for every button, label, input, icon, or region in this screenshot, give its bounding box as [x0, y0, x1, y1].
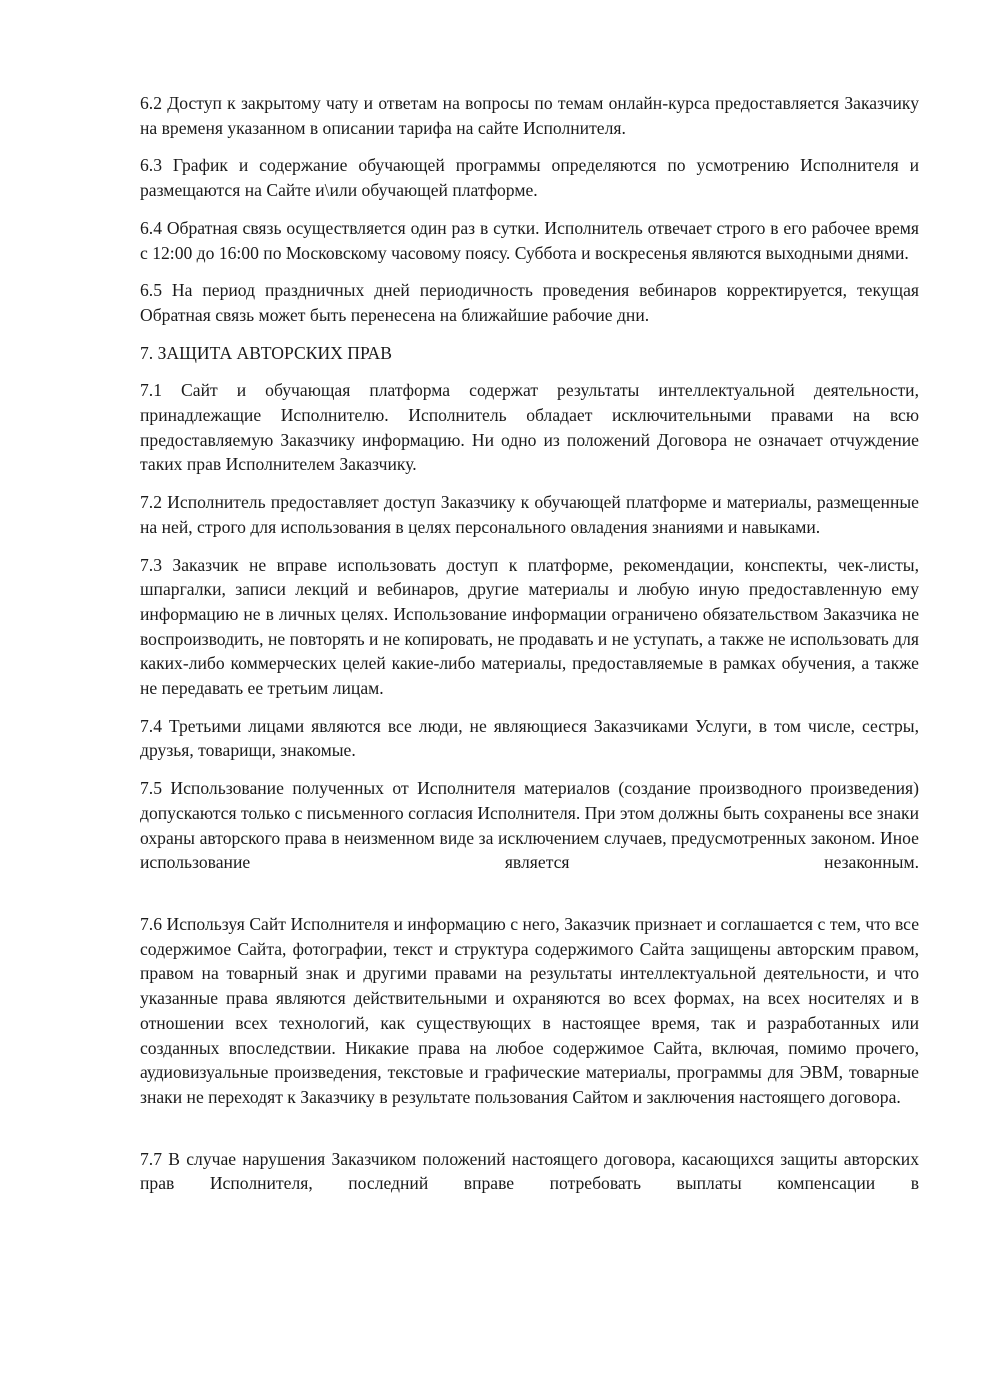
paragraph-7-5: 7.5 Использование полученных от Исполнителя материалов (создание производного произведения) допускаются только с письменного согласия Исполнителя. При этом должны быть сохранены все знаки охраны авторского права в неизменном виде за исключением случаев, предусмотренных законом. Иное использование является незаконным.	[140, 778, 919, 873]
paragraph-7-4: 7.4 Третьими лицами являются все люди, не являющиеся Заказчиками Услуги, в том числе, сестры, друзья, товарищи, знакомые.	[140, 715, 919, 761]
paragraph-6-5: 6.5 На период праздничных дней периодичность проведения вебинаров корректируется, текущая Обратная связь может быть перенесена на ближайшие рабочие дни.	[140, 280, 919, 325]
paragraph-6-3: 6.3 График и содержание обучающей программы определяются по усмотрению Исполнителя и размещаются на Сайте и\или обучающей платформе.	[140, 155, 919, 201]
section-heading-7: 7. ЗАЩИТА АВТОРСКИХ ПРАВ	[140, 342, 392, 363]
paragraph-6-4: 6.4 Обратная связь осуществляется один раз в сутки. Исполнитель отвечает строго в его рабочее время с 12:00 до 16:00 по Московскому часовому поясу. Суббота и воскресенья являются выходными днями.	[140, 217, 919, 263]
paragraph-7-1: 7.1 Сайт и обучающая платформа содержат результаты интеллектуальной деятельности, принадлежащие Исполнителю. Исполнитель обладает исключительными правами на всю предоставляемую Заказчику информацию. Ни одно из положений Договора не означает отчуждение таких прав Исполнителем Заказчику.	[140, 380, 919, 475]
paragraph-7-3: 7.3 Заказчик не вправе использовать доступ к платформе, рекомендации, конспекты, чек-листы, шпаргалки, записи лекций и вебинаров, другие материалы и любую иную предоставленную ему информацию не в личных целях. Использование информации ограничено обязательством Заказчика не воспроизводить, не повторять и не копировать, не продавать и не уступать, а также не использовать для каких-либо коммерческих целей какие-либо материалы, предоставляемые в рамках обучения, а также не передавать ее третьим лицам.	[140, 554, 919, 699]
paragraph-7-6: 7.6 Используя Сайт Исполнителя и информацию с него, Заказчик признает и соглашается с тем, что все содержимое Сайта, фотографии, текст и структура содержимого Сайта защищены авторским правом, правом на товарный знак и другими правами на результаты интеллектуальной деятельности, и что указанные права являются действительными и охраняются во всех формах, на всех носителях и в отношении всех технологий, как существующих в настоящее время, так и разработанных или созданных впоследствии. Никакие права на любое содержимое Сайта, включая, помимо прочего, аудиовизуальные произведения, текстовые и графические материалы, программы для ЭВМ, товарные знаки не переходят к Заказчику в результате пользования Сайтом и заключения настоящего договора.	[140, 913, 919, 1107]
paragraph-6-2: 6.2 Доступ к закрытому чату и ответам на вопросы по темам онлайн-курса предоставляется Заказчику на временя указанном в описании тарифа на сайте Исполнителя.	[140, 93, 919, 138]
paragraph-7-2: 7.2 Исполнитель предоставляет доступ Заказчику к обучающей платформе и материалы, размещенные на ней, строго для использования в целях персонального овладения знаниями и навыками.	[140, 492, 919, 537]
document-body	[140, 91, 919, 1209]
paragraph-7-7: 7.7 В случае нарушения Заказчиком положений настоящего договора, касающихся защиты авторских прав Исполнителя, последний вправе потребовать выплаты компенсации в	[140, 1148, 919, 1194]
